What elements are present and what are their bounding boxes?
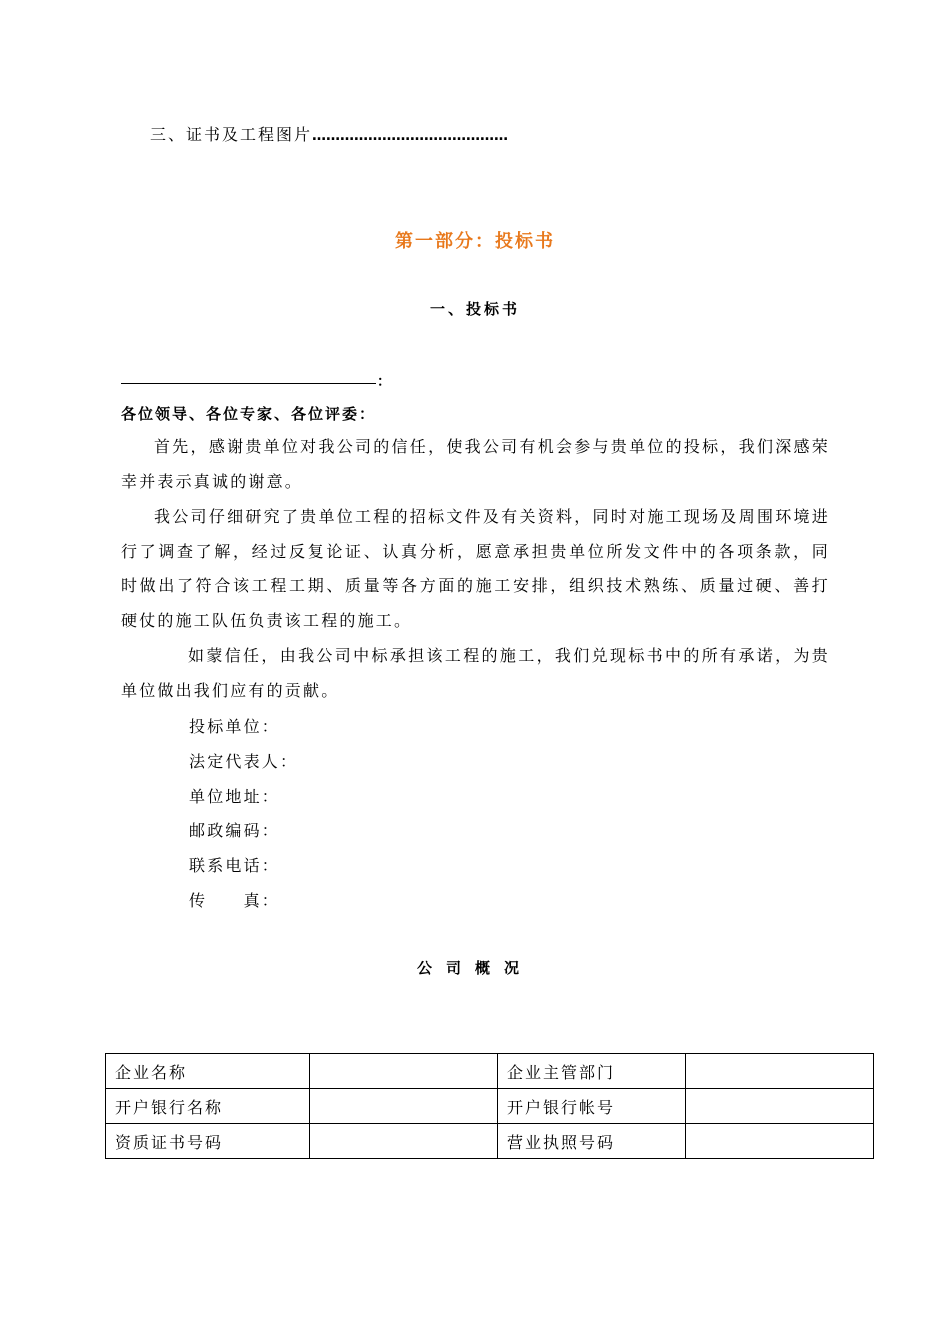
field-bidder: 投标单位： <box>189 717 281 736</box>
letter-greeting: 各位领导、各位专家、各位评委： <box>121 405 377 423</box>
table-cell-value <box>310 1089 498 1124</box>
table-cell-value <box>686 1054 874 1089</box>
company-overview-title: 公司概况 <box>416 959 533 977</box>
table-row <box>106 1054 874 1089</box>
table-cell-label: 资质证书号码 <box>106 1124 310 1159</box>
toc-item-label: 三、证书及工程图片 <box>150 125 313 144</box>
table-cell-value <box>686 1124 874 1159</box>
letter-paragraph: 首先，感谢贵单位对我公司的信任，使我公司有机会参与贵单位的投标，我们深感荣幸并表示真诚的谢意。 <box>121 437 830 491</box>
addressee-colon: ： <box>377 374 391 390</box>
addressee-blank-line <box>121 383 376 384</box>
table-row <box>106 1089 874 1124</box>
table-row <box>106 1124 874 1159</box>
company-overview-table <box>105 1053 874 1159</box>
field-phone: 联系电话： <box>189 856 281 875</box>
toc-leader-dots: …………………………………… <box>312 128 509 144</box>
field-legal-rep: 法定代表人： <box>189 752 299 771</box>
field-fax: 传 真： <box>189 891 281 910</box>
table-cell-value <box>310 1054 498 1089</box>
table-cell-label: 营业执照号码 <box>498 1124 686 1159</box>
field-address: 单位地址： <box>189 787 281 806</box>
table-cell-label: 企业名称 <box>106 1054 310 1089</box>
field-postcode: 邮政编码： <box>189 821 281 840</box>
table-cell-value <box>686 1089 874 1124</box>
table-cell-label: 企业主管部门 <box>498 1054 686 1089</box>
letter-paragraph: 如蒙信任，由我公司中标承担该工程的施工，我们兑现标书中的所有承诺，为贵单位做出我们应有的贡献。 <box>121 646 830 700</box>
part-title: 第一部分：投标书 <box>395 231 555 252</box>
table-cell-label: 开户银行名称 <box>106 1089 310 1124</box>
section-title: 一、投标书 <box>429 300 520 318</box>
letter-paragraph: 我公司仔细研究了贵单位工程的招标文件及有关资料，同时对施工现场及周围环境进行了调查了解，经过反复论证、认真分析，愿意承担贵单位所发文件中的各项条款，同时做出了符合该工程工期、质量等各方面的施工安排，组织技术熟练、质量过硬、善打硬仗的施工队伍负责该工程的施工。 <box>121 507 830 630</box>
table-cell-label: 开户银行帐号 <box>498 1089 686 1124</box>
table-cell-value <box>310 1124 498 1159</box>
toc-item-certificates <box>150 122 508 145</box>
